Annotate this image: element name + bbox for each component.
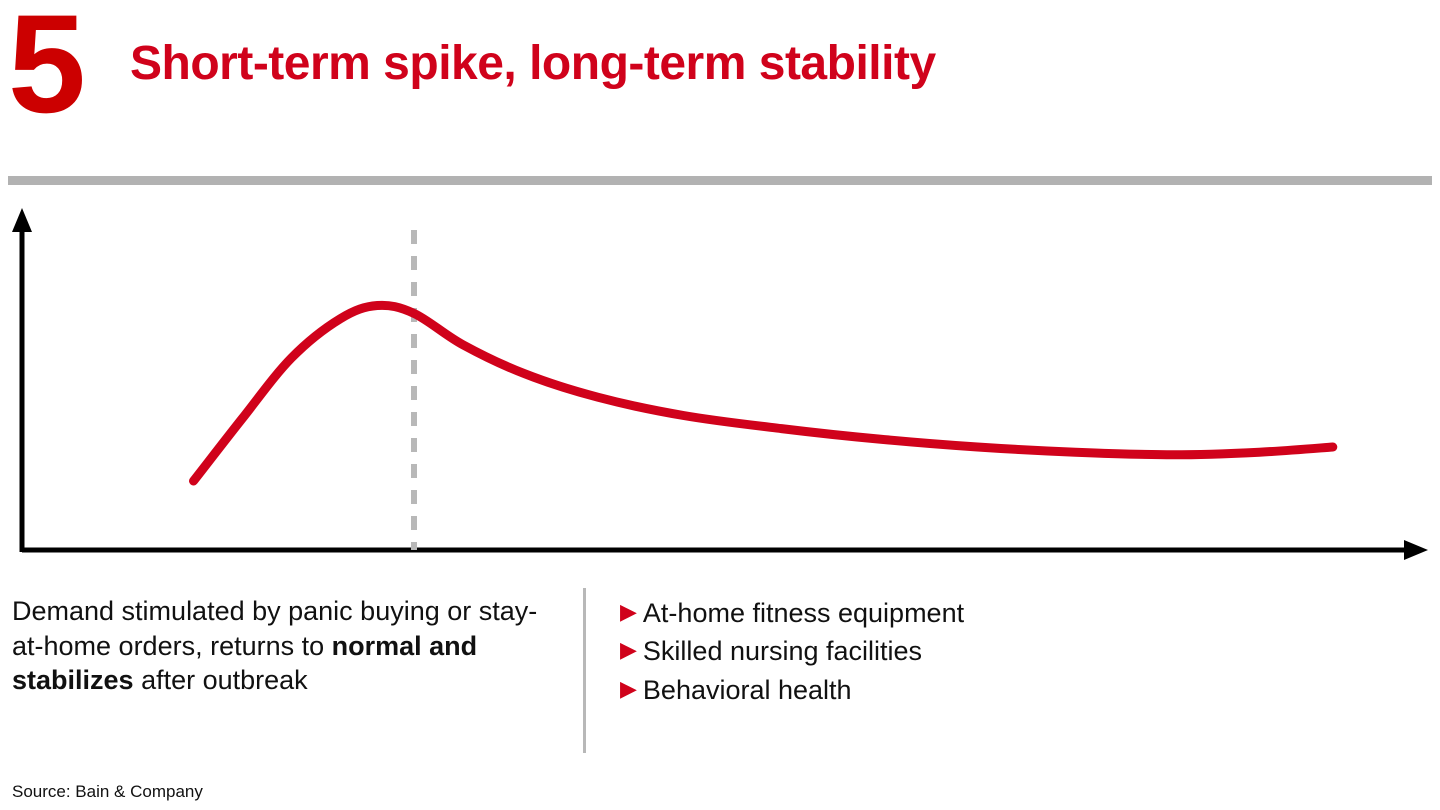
triangle-bullet-icon: ▶	[620, 637, 637, 663]
list-item	[620, 632, 1320, 670]
triangle-bullet-icon: ▶	[620, 599, 637, 624]
source-note: Source: Bain & Company	[12, 782, 203, 801]
description-emphasis: normal and stabilizes	[12, 630, 478, 696]
examples-list	[620, 594, 1320, 709]
slide-header	[0, 0, 1440, 170]
page-title: Short-term spike, long-term stability	[130, 37, 936, 90]
triangle-bullet-icon: ▶	[620, 675, 637, 701]
list-item-label: Behavioral health	[642, 674, 852, 705]
y-axis	[12, 208, 32, 552]
demand-curve-line	[194, 305, 1333, 481]
vertical-divider	[583, 588, 586, 753]
bottom-content	[0, 580, 1440, 770]
description-part1: Demand stimulated by panic buying or stay-at-home orders, returns to	[12, 596, 538, 661]
list-item	[620, 671, 1320, 709]
list-item	[620, 594, 1320, 632]
list-item-label: At-home fitness equipment	[642, 598, 965, 628]
demand-curve-chart	[0, 200, 1440, 570]
slide-number: 5	[8, 0, 82, 142]
description-text	[12, 594, 557, 698]
list-item-label: Skilled nursing facilities	[642, 636, 923, 667]
header-divider	[8, 176, 1432, 185]
description-part2: after outbreak	[133, 665, 308, 696]
x-axis	[22, 540, 1428, 560]
